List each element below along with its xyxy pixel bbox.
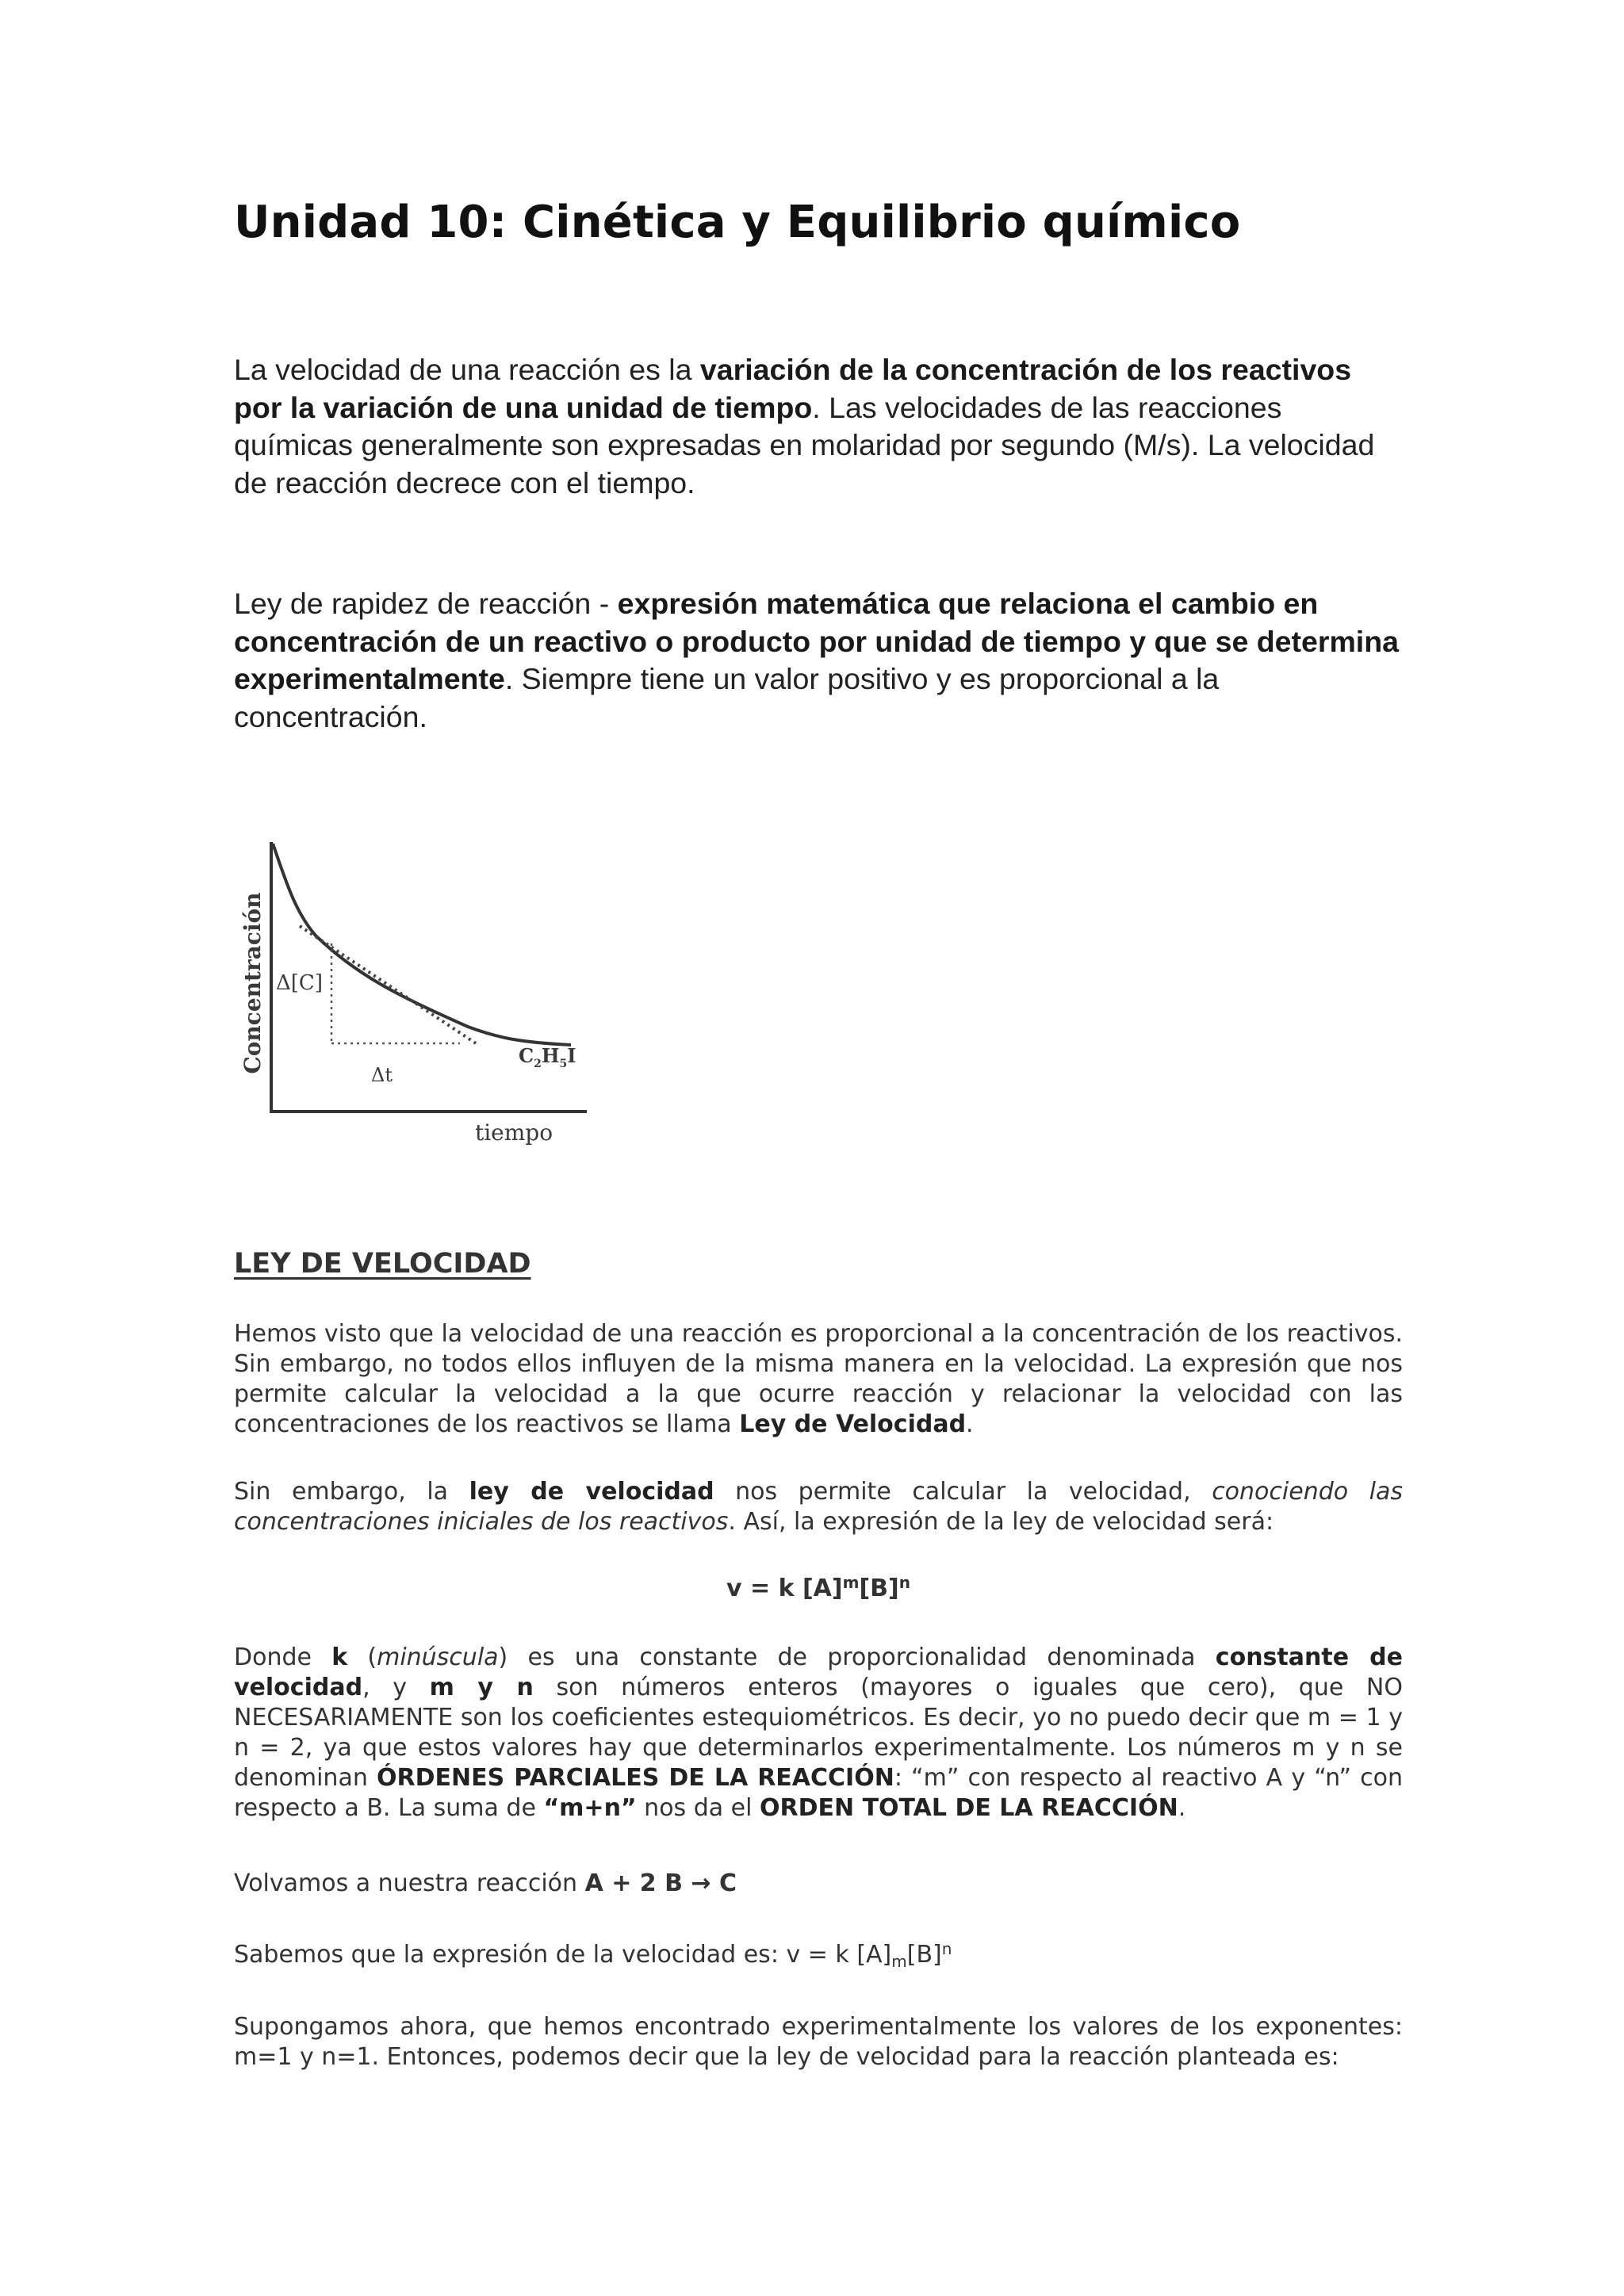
concentration-time-figure bbox=[222, 825, 603, 1158]
ley-paragraph-2: Sin embargo, la ley de velocidad nos permite calcular la velocidad, conociendo las concentraciones iniciales de los reactivos. Así, la expresión de la ley de velocidad será: bbox=[234, 1478, 1403, 1536]
section-heading-ley-de-velocidad: LEY DE VELOCIDAD bbox=[234, 1248, 531, 1280]
x-axis-label: tiempo bbox=[474, 1119, 553, 1146]
ley-paragraph-rate-expression: Sabemos que la expresión de la velocidad es: v = k $[A]_m[B]^n$ bbox=[234, 1939, 952, 1971]
ley-paragraph-1: Hemos visto que la velocidad de una reacción es proporcional a la concentración de los reactivos. Sin embargo, no todos ellos influyen de la misma manera en la velocidad. La expresión que nos permite calcular la velocidad a la que ocurre reacción y relacionar la velocidad con las concentraciones de los reactivos se llama Ley de Velocidad. bbox=[234, 1320, 1403, 1438]
tangent-dotted-line bbox=[300, 926, 476, 1043]
intro-paragraph-velocity: La velocidad de una reacción es la variación de la concentración de los reactivos por la variación de una unidad de tiempo. Las velocidades de las reacciones químicas generalmente son expresadas en molaridad por segundo (M/s). La velocidad de reacción decrece con el tiempo. bbox=[234, 353, 1375, 499]
ley-paragraph-3: Donde k (minúscula) es una constante de proporcionalidad denominada constante de velocidad, y m y n son números enteros (mayores o iguales que cero), que NO NECESARIAMENTE son los coeficientes estequiométricos. Es decir, yo no puedo decir que m = 1 y n = 2, ya que estos valores hay que determinarlos experimentalmente. Los números m y n se denominan ÓRDENES PARCIALES DE LA REACCIÓN: “m” con respecto al reactivo A y “n” con respecto a B. La suma de “m+n” nos da el ORDEN TOTAL DE LA REACCIÓN. bbox=[234, 1644, 1403, 1822]
rate-law-formula: v = k $[A]^m[B]^n$ bbox=[726, 1573, 910, 1602]
delta-t-label: Δt bbox=[371, 1064, 393, 1086]
ley-paragraph-reaction: Volvamos a nuestra reacción A + 2 B → C bbox=[234, 1869, 737, 1897]
y-axis-label: Concentración bbox=[239, 892, 266, 1074]
curve-species-label: $C_2H_5I$ bbox=[519, 1044, 576, 1070]
page-title: Unidad 10: Cinética y Equilibrio químico bbox=[234, 197, 1241, 248]
intro-paragraph-rate-law: Ley de rapidez de reacción - expresión matemática que relaciona el cambio en concentración de un reactivo o producto por unidad de tiempo y que se determina experimentalmente. Siempre tiene un valor positivo y es proporcional a la concentración. bbox=[234, 587, 1399, 733]
delta-c-label: Δ[C] bbox=[276, 971, 323, 995]
concentration-curve bbox=[273, 844, 571, 1045]
ley-paragraph-exponents: Supongamos ahora, que hemos encontrado experimentalmente los valores de los exponentes: m=1 y n=1. Entonces, podemos decir que la ley de velocidad para la reacción planteada es: bbox=[234, 2013, 1403, 2071]
